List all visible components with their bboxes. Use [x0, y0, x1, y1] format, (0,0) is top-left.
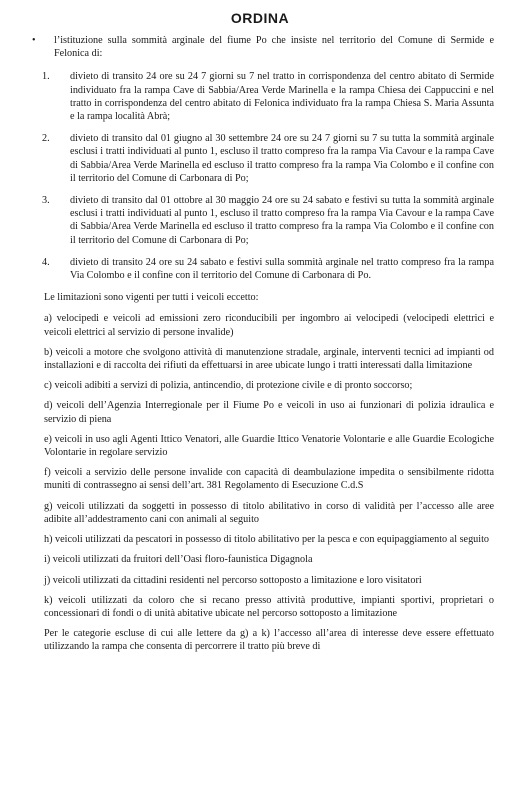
- exception-item: e) veicoli in uso agli Agenti Ittico Venatori, alle Guardie Ittico Venatorie Volontarie e alle Guardie Ecologiche Volontarie in regolare servizio: [44, 433, 494, 459]
- exceptions-list: [26, 312, 494, 620]
- list-text: divieto di transito dal 01 giugno al 30 settembre 24 ore su 24 7 giorni su 7 su tutta la sommità arginale esclusi i tratti individuati al punto 1, escluso il tratto compreso fra la rampa Via Cavour e la rampa Cave di Sabbia/Area Verde Marinella ed escluso il tratto compreso fra la rampa Via Colombo e il confine con il territorio del Comune di Carbonara di Po;: [70, 133, 494, 184]
- exception-item: b) veicoli a motore che svolgono attività di manutenzione stradale, arginale, interventi tecnici ad impianti od installazioni e di raccolta dei rifiuti da effettuarsi in aree ubicate lungo i tratti interessati dalla limitazione: [44, 346, 494, 372]
- exception-item: d) veicoli dell’Agenzia Interregionale per il Fiume Po e veicoli in uso ai funzionari di polizia idraulica e servizio di piena: [44, 400, 494, 425]
- exception-item: i) veicoli utilizzati da fruitori dell’Oasi floro-faunistica Digagnola: [44, 554, 313, 566]
- list-item: [42, 256, 494, 282]
- bullet-icon: •: [32, 35, 36, 46]
- list-item: [42, 132, 494, 185]
- bullet-text: l’istituzione sulla sommità arginale del fiume Po che insiste nel territorio del Comune di Sermide e Felonica di:: [54, 35, 494, 60]
- page-title: ORDINA: [230, 10, 290, 26]
- closing-paragraph: Per le categorie escluse di cui alle lettere da g) a k) l’accesso all’area di interesse deve essere effettuato utilizzando la rampa che consenta di percorrere il tratto più breve di: [44, 628, 494, 653]
- list-number: 3.: [42, 195, 50, 207]
- exception-item: g) veicoli utilizzati da soggetti in possesso di titolo abilitativo in corso di validità per l’accesso alle aree adibite all’addestramento cani con animali al seguito: [44, 500, 494, 525]
- exception-item: j) veicoli utilizzati da cittadini residenti nel percorso sottoposto a limitazione e loro visitatori: [44, 574, 422, 586]
- list-number: 2.: [42, 133, 50, 145]
- list-text: divieto di transito 24 ore su 24 7 giorni su 7 nel tratto in corrispondenza del centro abitato di Sermide individuato fra la rampa Cave di Sabbia/Area Verde Marinella e la rampa Chiesa dei Cappuccini e nel tratto in corrispondenza del centro abitato di Felonica individuato fra la rampa Chiesa S. Maria Assunta e la rampa località Abrà;: [70, 71, 494, 123]
- numbered-list: [26, 70, 494, 282]
- list-item: [42, 70, 494, 123]
- exception-item: c) veicoli adibiti a servizi di polizia, antincendio, di protezione civile e di pronto soccorso;: [44, 380, 413, 392]
- exceptions-intro: Le limitazioni sono vigenti per tutti i veicoli eccetto:: [44, 292, 259, 304]
- list-text: divieto di transito dal 01 ottobre al 30 maggio 24 ore su 24 sabato e festivi su tutta la sommità arginale esclusi i tratti individuati al punto 1, escluso il tratto compreso fra la rampa Via Cavour e la rampa Cave di Sabbia/Area Verde Marinella ed escluso il tratto compreso fra la rampa Via Colombo e il confine con il territorio del Comune di Carbonara di Po;: [70, 195, 494, 246]
- exception-item: a) velocipedi e veicoli ad emissioni zero riconducibili per ingombro ai velocipedi (velocipedi elettrici e veicoli elettrici al servizio di persone invalide): [44, 313, 494, 338]
- list-item: [42, 194, 494, 247]
- bullet-item: [32, 34, 494, 60]
- exception-item: f) veicoli a servizio delle persone invalide con capacità di deambulazione impedita o sensibilmente ridotta muniti di contrassegno ai sensi dell’art. 381 Regolamento di Esecuzione C.d.S: [44, 467, 494, 492]
- exception-item: h) veicoli utilizzati da pescatori in possesso di titolo abilitativo per la pesca e con equipaggiamento al seguito: [44, 534, 490, 546]
- list-number: 1.: [42, 71, 50, 83]
- exception-item: k) veicoli utilizzati da coloro che si recano presso attività produttive, impianti sportivi, proprietari o concessionari di fondi o di unità abitative ubicate nel percorso sottoposto a limitazione: [44, 594, 494, 619]
- list-number: 4.: [42, 256, 50, 268]
- list-text: divieto di transito 24 ore su 24 sabato e festivi sulla sommità arginale nel tratto compreso fra la rampa Via Colombo e il confine con il territorio del Comune di Carbonara di Po.: [70, 256, 494, 282]
